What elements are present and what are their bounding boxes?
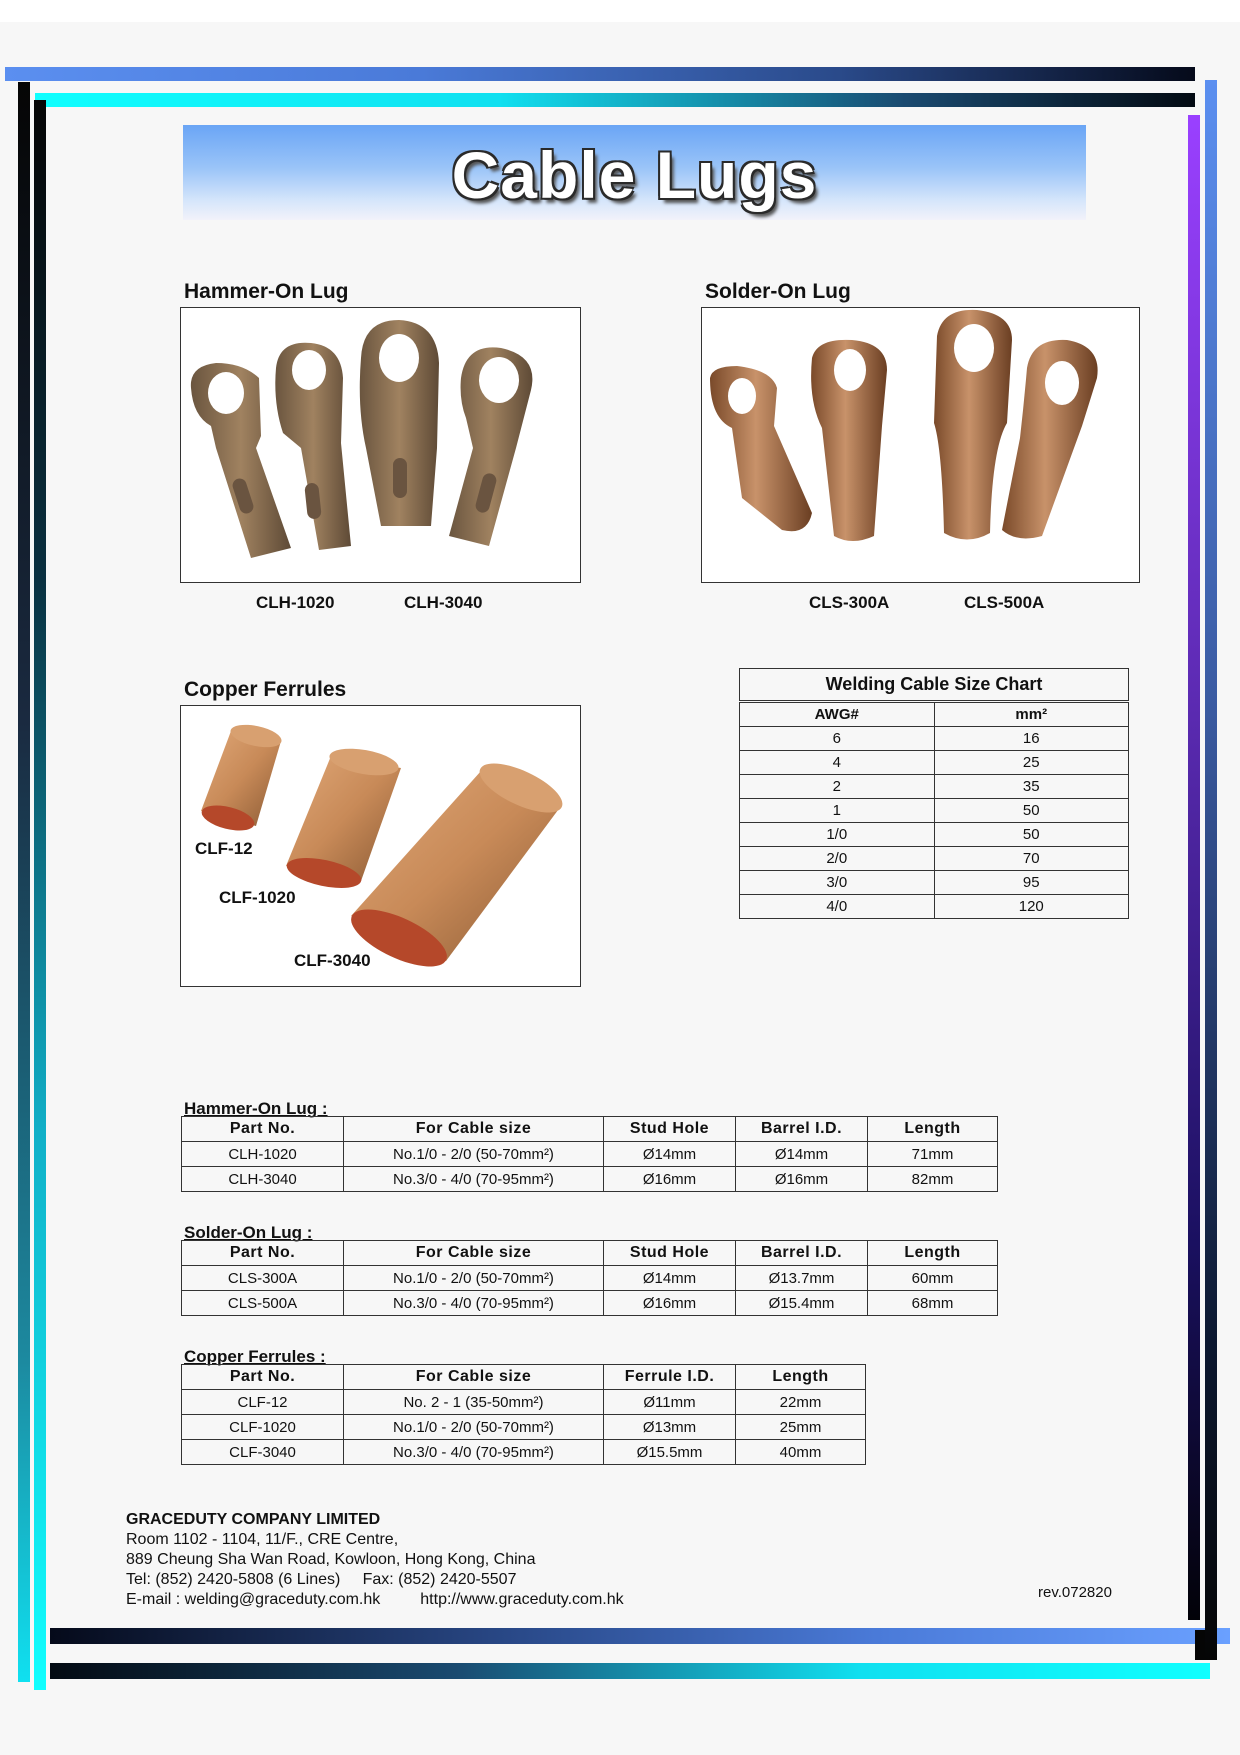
top-border-bar-cyan — [35, 93, 1195, 107]
top-border-bar-blue — [5, 67, 1195, 81]
size-chart-row — [740, 727, 1129, 751]
table-cell: Ø14mm — [736, 1142, 868, 1167]
bottom-border-bar-cyan — [50, 1663, 1210, 1679]
awg-cell: 4 — [740, 751, 935, 775]
ferrule-photo — [180, 705, 581, 987]
fax: Fax: (852) 2420-5507 — [362, 1571, 517, 1588]
table-cell: 71mm — [868, 1142, 998, 1167]
table-row — [182, 1142, 998, 1167]
mm2-cell: 50 — [934, 799, 1129, 823]
size-chart-header-mm2: mm² — [934, 702, 1129, 727]
solder-table-header-row — [182, 1241, 998, 1266]
page-title: Cable Lugs — [451, 138, 818, 212]
solder-lug-photo — [701, 307, 1140, 583]
size-chart-row — [740, 847, 1129, 871]
awg-cell: 1/0 — [740, 823, 935, 847]
ferrule-label-2: CLF-1020 — [219, 888, 296, 907]
size-chart-header-awg: AWG# — [740, 702, 935, 727]
mm2-cell: 95 — [934, 871, 1129, 895]
table-cell: Ø13mm — [604, 1415, 736, 1440]
table-cell: 68mm — [868, 1291, 998, 1316]
table-cell: CLF-3040 — [182, 1440, 344, 1465]
solder-header-cell: For Cable size — [344, 1241, 604, 1266]
email-link[interactable]: E-mail : welding@graceduty.com.hk — [126, 1591, 381, 1608]
table-cell: Ø11mm — [604, 1390, 736, 1415]
hammer-header-cell: Stud Hole — [604, 1117, 736, 1142]
mm2-cell: 50 — [934, 823, 1129, 847]
hammer-caption-1: CLH-1020 — [256, 593, 335, 612]
solder-table-title: Solder-On Lug : — [184, 1223, 313, 1242]
solder-lug-illustration — [702, 308, 1139, 582]
size-chart-row — [740, 799, 1129, 823]
phone-fax-line — [126, 1570, 624, 1590]
mm2-cell: 25 — [934, 751, 1129, 775]
contact-line — [126, 1590, 624, 1610]
table-cell: Ø16mm — [736, 1167, 868, 1192]
address-line-1: Room 1102 - 1104, 11/F., CRE Centre, — [126, 1531, 399, 1548]
awg-cell: 2 — [740, 775, 935, 799]
table-cell: CLF-12 — [182, 1390, 344, 1415]
table-cell: No. 2 - 1 (35-50mm²) — [344, 1390, 604, 1415]
size-chart-table — [739, 668, 1129, 919]
bottom-border-bar-blue — [50, 1628, 1230, 1644]
size-chart-body — [740, 727, 1129, 919]
telephone: Tel: (852) 2420-5808 (6 Lines) — [126, 1571, 341, 1588]
mm2-cell: 16 — [934, 727, 1129, 751]
table-cell: No.1/0 - 2/0 (50-70mm²) — [344, 1142, 604, 1167]
ferrule-header-cell: Length — [736, 1365, 866, 1390]
left-border-bar-outer — [18, 82, 30, 1682]
size-chart-row — [740, 775, 1129, 799]
table-cell: Ø14mm — [604, 1142, 736, 1167]
ferrule-spec-table — [181, 1364, 866, 1465]
table-row — [182, 1440, 866, 1465]
hammer-header-cell: Barrel I.D. — [736, 1117, 868, 1142]
table-cell: 22mm — [736, 1390, 866, 1415]
size-chart-row — [740, 895, 1129, 919]
hammer-table-header-row — [182, 1117, 998, 1142]
website-link[interactable]: http://www.graceduty.com.hk — [420, 1591, 624, 1608]
revision-label: rev.072820 — [1038, 1584, 1112, 1601]
table-cell: CLH-3040 — [182, 1167, 344, 1192]
right-border-bar-purple — [1188, 115, 1200, 1620]
ferrule-table-title: Copper Ferrules : — [184, 1347, 326, 1366]
table-row — [182, 1390, 866, 1415]
solder-caption-1: CLS-300A — [809, 593, 890, 612]
ferrule-table-header-row — [182, 1365, 866, 1390]
solder-spec-table — [181, 1240, 998, 1316]
hammer-section-title: Hammer-On Lug — [184, 280, 349, 303]
table-cell: No.3/0 - 4/0 (70-95mm²) — [344, 1167, 604, 1192]
size-chart-row — [740, 823, 1129, 847]
left-border-bar-inner — [34, 100, 46, 1690]
ferrule-header-cell: For Cable size — [344, 1365, 604, 1390]
table-cell: 60mm — [868, 1266, 998, 1291]
table-cell: Ø13.7mm — [736, 1266, 868, 1291]
table-cell: Ø15.4mm — [736, 1291, 868, 1316]
ferrule-label-3: CLF-3040 — [294, 951, 371, 970]
table-cell: Ø14mm — [604, 1266, 736, 1291]
hammer-caption-2: CLH-3040 — [404, 593, 483, 612]
table-cell: CLS-500A — [182, 1291, 344, 1316]
ferrule-header-cell: Part No. — [182, 1365, 344, 1390]
table-cell: Ø16mm — [604, 1167, 736, 1192]
table-cell: No.3/0 - 4/0 (70-95mm²) — [344, 1440, 604, 1465]
hammer-header-cell: Length — [868, 1117, 998, 1142]
title-banner — [183, 125, 1086, 220]
awg-cell: 1 — [740, 799, 935, 823]
hammer-lug-photo — [180, 307, 581, 583]
solder-header-cell: Length — [868, 1241, 998, 1266]
hammer-lug-illustration — [181, 308, 580, 582]
ferrule-section-title: Copper Ferrules — [184, 678, 347, 701]
company-name: GRACEDUTY COMPANY LIMITED — [126, 1511, 381, 1528]
table-cell: 25mm — [736, 1415, 866, 1440]
mm2-cell: 120 — [934, 895, 1129, 919]
table-cell: No.1/0 - 2/0 (50-70mm²) — [344, 1266, 604, 1291]
table-cell: No.1/0 - 2/0 (50-70mm²) — [344, 1415, 604, 1440]
awg-cell: 6 — [740, 727, 935, 751]
solder-header-cell: Barrel I.D. — [736, 1241, 868, 1266]
hammer-spec-table — [181, 1116, 998, 1192]
table-cell: 40mm — [736, 1440, 866, 1465]
table-row — [182, 1415, 866, 1440]
mm2-cell: 35 — [934, 775, 1129, 799]
solder-header-cell: Stud Hole — [604, 1241, 736, 1266]
awg-cell: 2/0 — [740, 847, 935, 871]
solder-header-cell: Part No. — [182, 1241, 344, 1266]
right-border-bar-corner — [1195, 1630, 1205, 1660]
table-cell: Ø16mm — [604, 1291, 736, 1316]
hammer-header-cell: For Cable size — [344, 1117, 604, 1142]
table-row — [182, 1291, 998, 1316]
table-cell: CLH-1020 — [182, 1142, 344, 1167]
hammer-header-cell: Part No. — [182, 1117, 344, 1142]
mm2-cell: 70 — [934, 847, 1129, 871]
ferrule-label-1: CLF-12 — [195, 839, 253, 858]
table-cell: CLF-1020 — [182, 1415, 344, 1440]
ferrule-header-cell: Ferrule I.D. — [604, 1365, 736, 1390]
size-chart-row — [740, 751, 1129, 775]
right-border-bar-blue — [1205, 80, 1217, 1660]
awg-cell: 3/0 — [740, 871, 935, 895]
table-row — [182, 1266, 998, 1291]
table-cell: 82mm — [868, 1167, 998, 1192]
size-chart-title: Welding Cable Size Chart — [740, 669, 1129, 702]
solder-caption-2: CLS-500A — [964, 593, 1045, 612]
size-chart-row — [740, 871, 1129, 895]
table-cell: No.3/0 - 4/0 (70-95mm²) — [344, 1291, 604, 1316]
address-line-2: 889 Cheung Sha Wan Road, Kowloon, Hong Kong, China — [126, 1551, 536, 1568]
table-cell: Ø15.5mm — [604, 1440, 736, 1465]
company-footer — [126, 1510, 624, 1610]
table-row — [182, 1167, 998, 1192]
table-cell: CLS-300A — [182, 1266, 344, 1291]
solder-section-title: Solder-On Lug — [705, 280, 851, 303]
hammer-table-title: Hammer-On Lug : — [184, 1099, 328, 1118]
awg-cell: 4/0 — [740, 895, 935, 919]
